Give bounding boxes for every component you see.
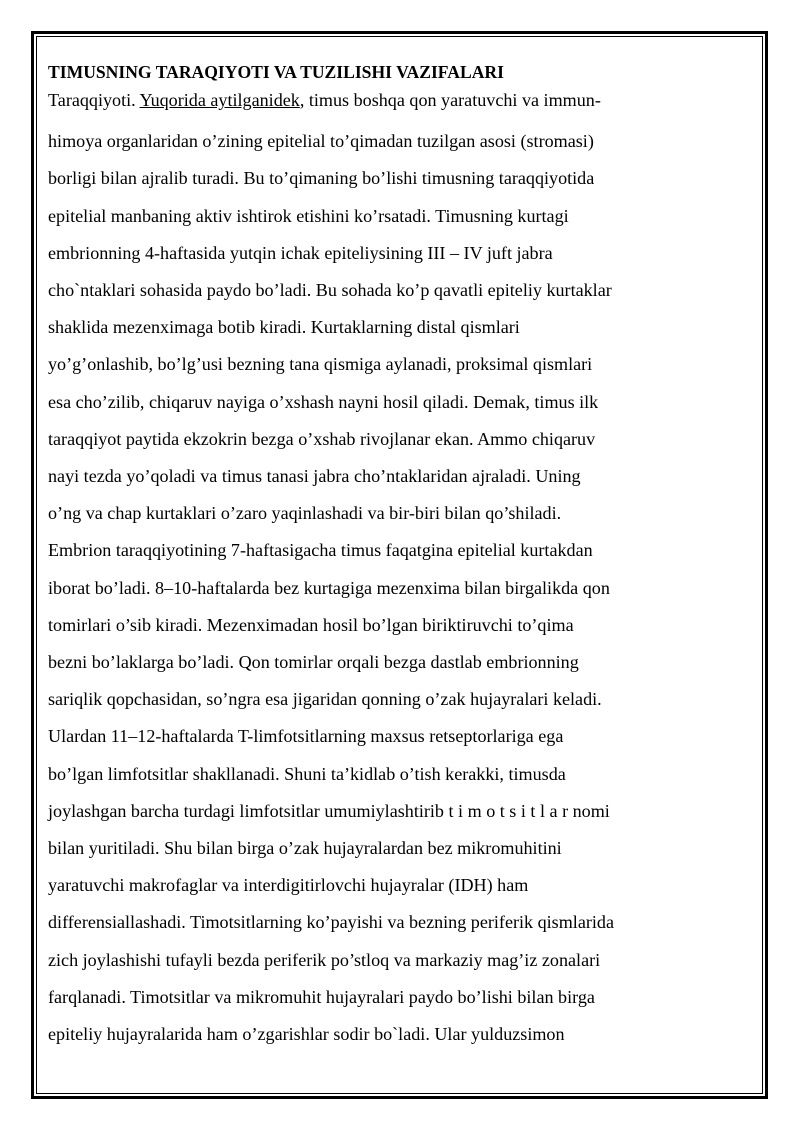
text-line: esa cho’zilib, chiqaruv nayiga o’xshash nayni hosil qiladi. Demak, timus ilk: [48, 391, 599, 412]
document-title: TIMUSNING TARAQIYOTI VA TUZILISHI VAZIFALARI: [48, 62, 504, 82]
text-line: bilan yuritiladi. Shu bilan birga o’zak hujayralardan bez mikromuhitini: [48, 838, 562, 859]
text-line: joylashgan barcha turdagi limfotsitlar umumiylashtirib t i m o t s i t l a r nomi: [48, 800, 610, 821]
text-line: o’ng va chap kurtaklari o’zaro yaqinlashadi va bir-biri bilan qo’shiladi.: [48, 503, 562, 524]
intro-underlined-phrase: Yuqorida aytilganidek: [139, 90, 300, 110]
text-line: nayi tezda yo’qoladi va timus tanasi jabra cho’ntaklaridan ajraladi. Uning: [48, 466, 581, 487]
text-line: shaklida mezenximaga botib kiradi. Kurtaklarning distal qismlari: [48, 317, 520, 338]
intro-line: [48, 86, 738, 114]
text-line: cho`ntaklari sohasida paydo bo’ladi. Bu sohada ko’p qavatli epiteliy kurtaklar: [48, 280, 612, 300]
document-body: [48, 58, 738, 1053]
text-line: bezni bo’laklarga bo’ladi. Qon tomirlar orqali bezga dastlab embrionning: [48, 652, 579, 673]
text-line: differensiallashadi. Timotsitlarning ko’payishi va bezning periferik qismlarida: [48, 912, 614, 933]
intro-suffix: , timus boshqa qon yaratuvchi va immun-: [299, 90, 601, 110]
text-line: Embrion taraqqiyotining 7-haftasigacha timus faqatgina epitelial kurtakdan: [48, 540, 593, 561]
text-line: epiteliy hujayralarida ham o’zgarishlar sodir bo`ladi. Ular yulduzsimon: [48, 1024, 565, 1045]
text-line: taraqqiyot paytida ekzokrin bezga o’xshab rivojlanar ekan. Ammo chiqaruv: [48, 428, 596, 449]
text-line: zich joylashishi tufayli bezda periferik po’stloq va markaziy mag’iz zonalari: [48, 949, 601, 970]
text-line: tomirlari o’sib kiradi. Mezenximadan hosil bo’lgan biriktiruvchi to’qima: [48, 614, 574, 635]
text-line: himoya organlaridan o’zining epitelial to’qimadan tuzilgan asosi (stromasi): [48, 131, 594, 152]
text-line: iborat bo’ladi. 8–10-haftalarda bez kurtagiga mezenxima bilan birgalikda qon: [48, 577, 610, 598]
text-line: farqlanadi. Timotsitlar va mikromuhit hujayralari paydo bo’lishi bilan birga: [48, 986, 595, 1007]
text-line: epitelial manbaning aktiv ishtirok etishini ko’rsatadi. Timusning kurtagi: [48, 205, 569, 226]
text-line: borligi bilan ajralib turadi. Bu to’qimaning bo’lishi timusning taraqqiyotida: [48, 168, 595, 189]
text-line: sariqlik qopchasidan, so’ngra esa jigaridan qonning o’zak hujayralari keladi.: [48, 689, 602, 710]
text-line: yo’g’onlashib, bo’lg’usi bezning tana qismiga aylanadi, proksimal qismlari: [48, 354, 593, 375]
text-line: embrionning 4-haftasida yutqin ichak epiteliysining III – IV juft jabra: [48, 242, 553, 263]
text-line: yaratuvchi makrofaglar va interdigitirlovchi hujayralar (IDH) ham: [48, 875, 529, 896]
intro-prefix: Taraqqiyoti.: [48, 90, 140, 110]
text-line: bo’lgan limfotsitlar shakllanadi. Shuni ta’kidlab o’tish kerakki, timusda: [48, 763, 566, 784]
text-line: Ulardan 11–12-haftalarda T-limfotsitlarning maxsus retseptorlariga ega: [48, 726, 564, 747]
paragraph-lines: [48, 123, 738, 1053]
